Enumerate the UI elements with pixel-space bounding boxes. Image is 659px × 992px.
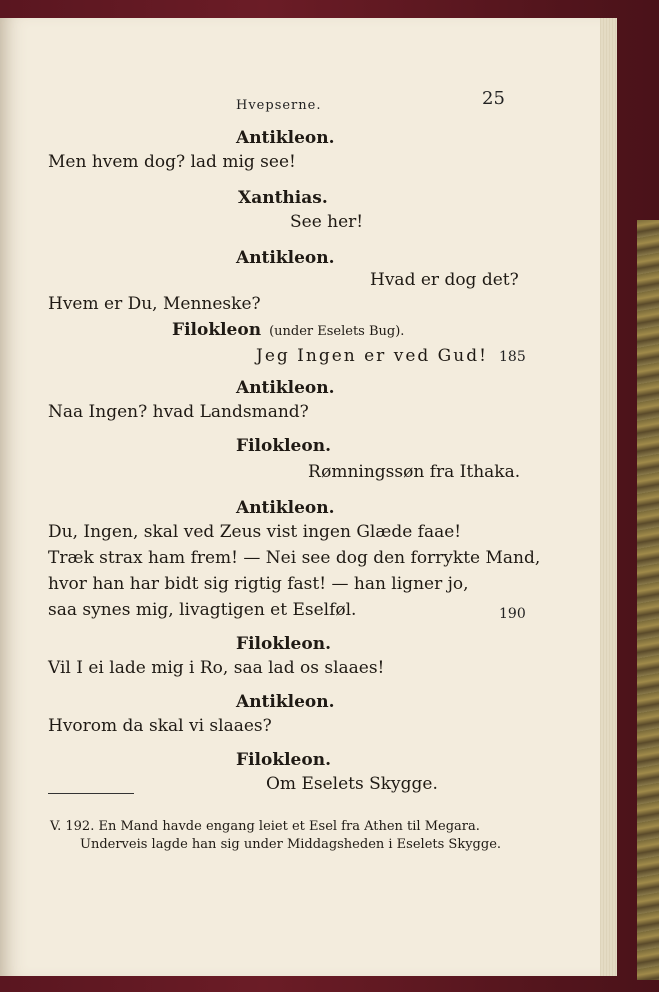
verse-line: Hvem er Du, Menneske? — [48, 294, 261, 314]
speaker-heading: Antikleon. — [236, 128, 335, 148]
speaker-heading: Antikleon. — [236, 498, 335, 518]
verse-line: Hvad er dog det? — [370, 270, 519, 290]
footnote-line: V. 192. En Mand havde engang leiet et Esel fra Athen til Megara. — [50, 819, 480, 834]
verse-line: Hvorom da skal vi slaaes? — [48, 716, 272, 736]
speaker-heading: Filokleon — [172, 320, 262, 340]
verse-line: Vil I ei lade mig i Ro, saa lad os slaaes! — [48, 658, 385, 678]
footnote-line: Underveis lagde han sig under Middagsheden i Eselets Skygge. — [80, 837, 502, 852]
speaker-heading: Antikleon. — [236, 692, 335, 712]
page-number: 25 — [482, 88, 505, 109]
verse-line — [256, 346, 488, 366]
stage-direction: (under Eselets Bug). — [269, 324, 405, 339]
speaker-heading: Filokleon. — [236, 436, 331, 456]
line-number: 185 — [499, 349, 526, 365]
book-page — [0, 18, 600, 976]
verse-line: Men hvem dog? lad mig see! — [48, 152, 296, 172]
line-number: 190 — [499, 606, 526, 622]
verse-line: hvor han har bidt sig rigtig fast! — han ligner jo, — [48, 574, 469, 594]
running-title: Hvepserne. — [236, 98, 322, 113]
speaker-heading: Filokleon. — [236, 750, 331, 770]
verse-line: saa synes mig, livagtigen et Eselføl. — [48, 600, 357, 620]
marbled-cover-edge — [637, 220, 659, 980]
verse-line: Træk strax ham frem! — Nei see dog den forrykte Mand, — [48, 548, 541, 568]
verse-line: Naa Ingen? hvad Landsmand? — [48, 402, 309, 422]
verse-line: See her! — [290, 212, 364, 232]
verse-line: Rømningssøn fra Ithaka. — [308, 462, 521, 482]
speaker-heading: Antikleon. — [236, 378, 335, 398]
speaker-heading: Xanthias. — [238, 188, 328, 208]
page-stack-edge — [598, 18, 617, 976]
footnote-rule — [48, 793, 134, 794]
speaker-heading: Antikleon. — [236, 248, 335, 268]
verse-text: Jeg Ingen er ved Gud! — [256, 346, 488, 366]
speaker-with-stage-direction — [172, 320, 404, 342]
verse-line: Du, Ingen, skal ved Zeus vist ingen Glæde faae! — [48, 522, 462, 542]
speaker-heading: Filokleon. — [236, 634, 331, 654]
verse-line: Om Eselets Skygge. — [266, 774, 438, 794]
